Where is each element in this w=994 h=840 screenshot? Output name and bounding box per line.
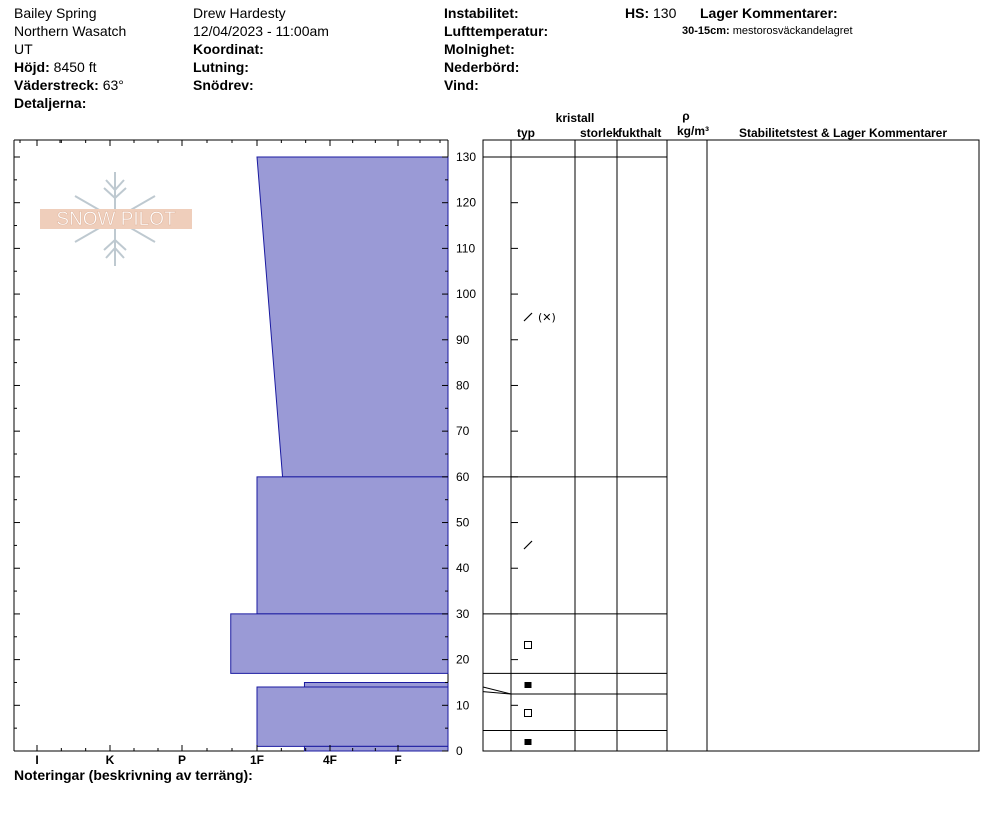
grain-secondary-label: (✕) — [538, 311, 556, 324]
hardness-layers — [231, 157, 448, 751]
layer-table — [483, 140, 979, 751]
aspect-value: 63° — [102, 77, 124, 93]
depth-tick-label: 100 — [456, 287, 477, 302]
elevation-value: 8450 ft — [53, 59, 97, 75]
depth-tick-label: 20 — [456, 652, 470, 667]
hardness-tick-label: I — [35, 753, 39, 767]
hs-label: HS: — [625, 5, 650, 21]
depth-tick-label: 70 — [456, 424, 470, 439]
depth-tick-label: 120 — [456, 195, 477, 210]
decomposing-grain-icon — [524, 313, 532, 321]
snowpilot-logo — [40, 172, 192, 266]
instability-label: Instabilitet: — [444, 5, 519, 21]
sky-label: Molnighet: — [444, 41, 515, 57]
depth-tick-label: 50 — [456, 515, 470, 530]
header-moisture: fukthalt — [618, 126, 662, 140]
hardness-layer — [304, 682, 448, 687]
location-name: Bailey Spring — [14, 5, 97, 21]
layer-comments-title: Lager Kommentarer: — [700, 5, 838, 21]
mountain-range: Northern Wasatch — [14, 23, 127, 39]
hardness-layer — [257, 157, 448, 477]
layer-comment-range: 30-15cm: — [682, 25, 730, 37]
hardness-tick-label: K — [105, 753, 115, 767]
depth-tick-label: 110 — [456, 241, 476, 256]
depth-tick-label: 60 — [456, 469, 470, 484]
depth-tick-label: 40 — [456, 561, 470, 576]
header-density-unit: kg/m³ — [676, 124, 710, 138]
decomposing-grain-icon — [524, 541, 532, 549]
wind-label: Vind: — [444, 77, 479, 93]
depth-tick-label: 130 — [456, 150, 477, 164]
coordinate-label: Koordinat: — [193, 41, 264, 57]
depth-tick-label: 80 — [456, 378, 470, 393]
depth-tick-label: 0 — [456, 744, 463, 758]
header-type: typ — [517, 126, 535, 140]
air-temp-label: Lufttemperatur: — [444, 23, 549, 39]
elevation-label: Höjd: — [14, 59, 50, 75]
depth-tick-label: 90 — [456, 332, 470, 347]
grain-symbols — [524, 311, 556, 745]
header-rho: ρ — [682, 109, 690, 123]
wind-loading-label: Snödrev: — [193, 77, 254, 93]
notes-label: Noteringar (beskrivning av terräng): — [14, 767, 253, 783]
aspect-label: Väderstreck: — [14, 77, 99, 93]
layer-comment-text: mestorosväckandelagret — [732, 25, 853, 37]
hardness-tick-label: P — [177, 753, 187, 767]
faceted-grain-icon — [525, 642, 532, 649]
precip-label: Nederbörd: — [444, 59, 520, 75]
depth-tick-label: 10 — [456, 698, 470, 713]
table-headers — [517, 109, 947, 140]
state: UT — [14, 41, 33, 57]
hardness-layer — [257, 477, 448, 614]
observation-datetime: 12/04/2023 - 11:00am — [193, 23, 329, 39]
depth-tick-label: 30 — [456, 606, 470, 621]
hardness-layer — [257, 687, 448, 746]
hardness-layer — [231, 614, 448, 673]
slope-label: Lutning: — [193, 59, 249, 75]
header-crystal: kristall — [555, 111, 595, 125]
hardness-tick-label: F — [394, 753, 402, 767]
table-border — [483, 140, 979, 751]
hs-value: 130 — [653, 5, 677, 21]
hardness-tick-label: 1F — [249, 753, 265, 767]
header-size: storlek — [580, 126, 620, 140]
faceted-solid-grain-icon — [525, 739, 532, 745]
hardness-layer — [304, 746, 448, 751]
faceted-grain-icon — [525, 710, 532, 717]
logo-text: SNOW PILOT — [56, 209, 176, 230]
faceted-solid-grain-icon — [525, 682, 532, 688]
observer-name: Drew Hardesty — [193, 5, 286, 21]
hardness-tick-label: 4F — [322, 753, 338, 767]
header-stability: Stabilitetstest & Lager Kommentarer — [738, 126, 948, 140]
details-label: Detaljerna: — [14, 95, 87, 111]
